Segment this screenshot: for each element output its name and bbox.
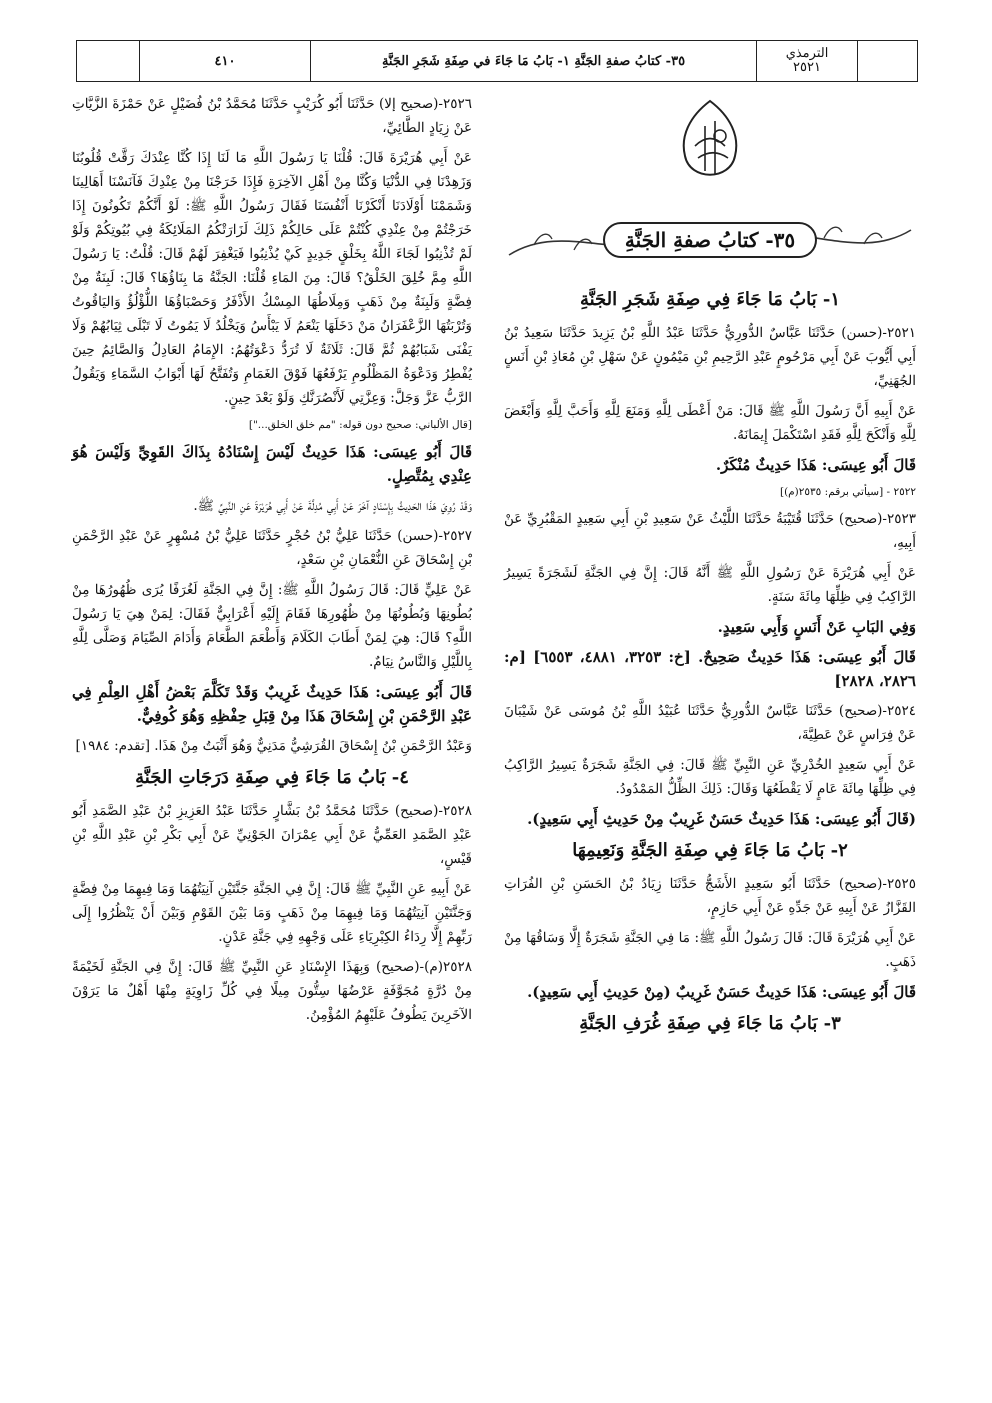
running-title: ٣٥- كتابُ صفةِ الجَنَّةِ ١- بَابُ مَا جَاءَ في صِفَةِ شَجَرِ الجَنَّةِ (311, 41, 757, 81)
basmala-calligraphy-emblem (504, 92, 916, 200)
book-reference: الترمذي (785, 46, 829, 61)
hadith-2523-isnad: ٢٥٢٣-(صحيح) حَدَّثَنَا قُتَيْبَةُ حَدَّثَنَا اللَّيْثُ عَنْ سَعِيدِ بْنِ أَبِي سَعِيدٍ المَقْبُرِيِّ عَنْ أَبِيهِ، (504, 511, 916, 551)
hadith-2521-comment: قَالَ أَبُو عِيسَى: هَذَا حَدِيثٌ مُنْكَرٌ. (715, 456, 916, 474)
page-number: ٤١٠ (140, 41, 311, 81)
right-column (504, 92, 916, 1363)
hadith-2525-comment: قَالَ أَبُو عِيسَى: هَذَا حَدِيثٌ حَسَنٌ غَرِيبٌ (مِنْ حَدِيثِ أَبِي سَعِيدٍ). (527, 983, 916, 1001)
hadith-2527-comment: قَالَ أَبُو عِيسَى: هَذَا حَدِيثٌ غَرِيبٌ وَقَدْ تَكَلَّمَ بَعْضُ أَهْلِ العِلْمِ فِي عَبْدِ الرَّحْمَنِ بْنِ إِسْحَاقَ هَذَا مِنْ قِبَلِ حِفْظِهِ وَهُوَ كُوفِيٌّ. (72, 683, 472, 725)
hadith-2521-isnad: ٢٥٢١-(حسن) حَدَّثَنَا عَبَّاسٌ الدُّورِيُّ حَدَّثَنَا عَبْدُ اللَّهِ بْنُ يَزِيدَ حَدَّثَنَا سَعِيدُ بْنُ أَبِي أَيُّوبَ عَنْ أَبِي مَرْحُومٍ عَبْدِ الرَّحِيمِ بْنِ مَيْمُونٍ عَنْ سَهْلِ بْنِ مُعَاذِ بْنِ أَنَسٍ الجُهَنِيِّ، (504, 325, 916, 389)
left-column (72, 92, 472, 1363)
hadith-2528m: ٢٥٢٨(م)-(صحيح) وَبِهَذَا الإِسْنَادِ عَنِ النَّبِيِّ ﷺ قَالَ: إِنَّ فِي الجَنَّةِ لَخَيْمَةً مِنْ دُرَّةٍ مُجَوَّفَةٍ عَرْضُهَا سِتُّونَ مِيلًا فِي كُلِّ زَاوِيَةٍ مِنْهَا أَهْلٌ مَا يَرَوْنَ الآخَرِينَ يَطُوفُ عَلَيْهِمُ المُؤْمِنُ. (72, 959, 472, 1023)
bab-4-title: ٤- بَابُ مَا جَاءَ فِي صِفَةِ دَرَجَاتِ الجَنَّةِ (135, 767, 409, 788)
hadith-2522-ref: ٢٥٢٢ - [سيأتي برقم: ٢٥٣٥(م)] (779, 486, 916, 498)
hadith-2525-matn: عَنْ أَبِي هُرَيْرَةَ قَالَ: قَالَ رَسُولُ اللَّهِ ﷺ: مَا فِي الجَنَّةِ شَجَرَةٌ إِلَّا وَسَاقُهَا مِنْ ذَهَبٍ. (504, 930, 916, 970)
bab-1-title: ١- بَابُ مَا جَاءَ فِي صِفَةِ شَجَرِ الجَنَّةِ (579, 289, 841, 310)
hadith-2526-isnad: ٢٥٢٦-(صحيح إلا) حَدَّثَنَا أَبُو كُرَيْبٍ حَدَّثَنَا مُحَمَّدُ بْنُ فُضَيْلٍ عَنْ حَمْزَةَ الزَّيَّاتِ عَنْ زِيَادٍ الطَّائِيِّ، (72, 96, 472, 136)
header-cell-empty-right (858, 41, 917, 81)
hadith-2527-isnad: ٢٥٢٧-(حسن) حَدَّثَنَا عَلِيُّ بْنُ حُجْرٍ حَدَّثَنَا عَلِيُّ بْنُ مُسْهِرٍ عَنْ عَبْدِ الرَّحْمَنِ بْنِ إِسْحَاقَ عَنِ النُّعْمَانِ بْنِ سَعْدٍ، (72, 528, 472, 568)
book-title: ٣٥- كتابُ صفةِ الجَنَّةِ (603, 222, 817, 258)
header-reference (757, 41, 858, 81)
bab-2-title: ٢- بَابُ مَا جَاءَ فِي صِفَةِ الجَنَّةِ وَنَعِيمِهَا (572, 840, 848, 861)
hadith-2524-comment: (قَالَ أَبُو عِيسَى: هَذَا حَدِيثٌ حَسَنٌ غَرِيبٌ مِنْ حَدِيثِ أَبِي سَعِيدٍ). (527, 810, 916, 828)
header-cell-empty-left (77, 41, 140, 81)
bab-3-title: ٣- بَابُ مَا جَاءَ فِي صِفَةِ غُرَفِ الجَنَّةِ (579, 1013, 841, 1034)
hadith-2524-isnad: ٢٥٢٤-(صحيح) حَدَّثَنَا عَبَّاسٌ الدُّورِيُّ حَدَّثَنَا عُبَيْدُ اللَّهِ بْنُ مُوسَى عَنْ شَيْبَانَ عَنْ فِرَاسٍ عَنْ عَطِيَّةَ، (504, 703, 916, 743)
hadith-2524-matn: عَنْ أَبِي سَعِيدٍ الخُدْرِيِّ عَنِ النَّبِيِّ ﷺ قَالَ: فِي الجَنَّةِ شَجَرَةٌ يَسِيرُ الرَّاكِبُ فِي ظِلِّهَا مِائَةَ عَامٍ لَا يَقْطَعُهَا وَقَالَ: ذَلِكَ الظِّلُّ المَمْدُودُ. (504, 757, 916, 797)
hadith-2523-bab-note: وَفِي البَابِ عَنْ أَنَسٍ وَأَبِي سَعِيدٍ. (717, 618, 916, 636)
book-title-banner (504, 200, 916, 280)
hadith-2527-rawi-note: وَعَبْدُ الرَّحْمَنِ بْنُ إِسْحَاقَ القُرَشِيُّ مَدَنِيٌّ وَهُوَ أَثْبَتُ مِنْ هَذَا. [تقدم: ١٩٨٤] (75, 738, 472, 754)
hadith-2528-matn: عَنْ أَبِيهِ عَنِ النَّبِيِّ ﷺ قَالَ: إِنَّ فِي الجَنَّةِ جَنَّتَيْنِ آنِيَتُهُمَا وَمَا فِيهِمَا مِنْ فِضَّةٍ وَجَنَّتَيْنِ آنِيَتُهُمَا وَمَا فِيهِمَا مِنْ ذَهَبٍ وَمَا بَيْنَ القَوْمِ وَبَيْنَ أَنْ يَنْظُرُوا إِلَى رَبِّهِمْ إِلَّا رِدَاءُ الكِبْرِيَاءِ عَلَى وَجْهِهِ فِي جَنَّةِ عَدْنٍ. (72, 881, 472, 945)
hadith-2525-isnad: ٢٥٢٥-(صحيح) حَدَّثَنَا أَبُو سَعِيدٍ الأَشَجُّ حَدَّثَنَا زِيَادُ بْنُ الحَسَنِ بْنِ الفُرَاتِ القَزَّازُ عَنْ أَبِيهِ عَنْ جَدِّهِ عَنْ أَبِي حَازِمٍ، (504, 876, 916, 916)
hadith-2526-albani-note: [قال الألباني: صحيح دون قوله: "مم خلق الخلق..."] (248, 419, 472, 431)
hadith-2526-comment: قَالَ أَبُو عِيسَى: هَذَا حَدِيثٌ لَيْسَ إِسْنَادُهُ بِذَاكَ القَوِيِّ وَلَيْسَ هُوَ عِنْدِي بِمُتَّصِلٍ. (72, 443, 472, 485)
hadith-2526-matn: عَنْ أَبِي هُرَيْرَةَ قَالَ: قُلْنَا يَا رَسُولَ اللَّهِ مَا لَنَا إِذَا كُنَّا عِنْدَكَ رَقَّتْ قُلُوبُنَا وَزَهِدْنَا فِي الدُّنْيَا وَكُنَّا مِنْ أَهْلِ الآخِرَةِ فَإِذَا خَرَجْنَا مِنْ عِنْدِكَ فَآنَسْنَا أَهَالِينَا وَشَمَمْنَا أَوْلَادَنَا أَنْكَرْنَا أَنْفُسَنَا فَقَالَ رَسُولُ اللَّهِ ﷺ: لَوْ أَنَّكُمْ تَكُونُونَ إِذَا خَرَجْتُمْ مِنْ عِنْدِي كُنْتُمْ عَلَى حَالِكُمْ ذَلِكَ لَزَارَتْكُمُ المَلَائِكَةُ فِي بُيُوتِكُمْ وَلَوْ لَمْ تُذْنِبُوا لَجَاءَ اللَّهُ بِخَلْقٍ جَدِيدٍ كَيْ يُذْنِبُوا فَيَغْفِرَ لَهُمْ قَالَ: قُلْتُ: يَا رَسُولَ اللَّهِ مِمَّ خُلِقَ الخَلْقُ؟ قَالَ: مِنَ المَاءِ قُلْنَا: الجَنَّةُ مَا بِنَاؤُهَا؟ قَالَ: لَبِنَةٌ مِنْ فِضَّةٍ وَلَبِنَةٌ مِنْ ذَهَبٍ وَمِلَاطُهَا المِسْكُ الأَذْفَرُ وَحَصْبَاؤُهَا اللُّؤْلُؤُ وَاليَاقُوتُ وَتُرْبَتُهَا الزَّعْفَرَانُ مَنْ دَخَلَهَا يَنْعَمُ لَا يَبْأَسُ وَيَخْلُدُ لَا يَمُوتُ لَا تَبْلَى ثِيَابُهُمْ وَلَا يَفْنَى شَبَابُهُمْ ثُمَّ قَالَ: ثَلَاثَةٌ لَا تُرَدُّ دَعْوَتُهُمُ: الإِمَامُ العَادِلُ وَالصَّائِمُ حِينَ يُفْطِرُ وَدَعْوَةُ المَظْلُومِ يَرْفَعُهَا فَوْقَ الغَمَامِ وَتُفَتَّحُ لَهَا أَبْوَابُ السَّمَاءِ وَيَقُولُ الرَّبُّ عَزَّ وَجَلَّ: وَعِزَّتِي لَأَنْصُرَنَّكِ وَلَوْ بَعْدَ حِينٍ. (72, 150, 472, 406)
hadith-reference: ٢٥٢١ (793, 60, 821, 75)
hadith-2523-comment: قَالَ أَبُو عِيسَى: هَذَا حَدِيثٌ صَحِيحٌ. [خ: ٣٢٥٣، ٤٨٨١، ٦٥٥٣] [م: ٢٨٢٦، ٢٨٢٨] (504, 648, 916, 690)
hadith-2523-matn: عَنْ أَبِي هُرَيْرَةَ عَنْ رَسُولِ اللَّهِ ﷺ أَنَّهُ قَالَ: إِنَّ فِي الجَنَّةِ لَشَجَرَةً يَسِيرُ الرَّاكِبُ فِي ظِلِّهَا مِائَةَ سَنَةٍ. (504, 565, 916, 605)
hadith-2521-matn: عَنْ أَبِيهِ أَنَّ رَسُولَ اللَّهِ ﷺ قَالَ: مَنْ أَعْطَى لِلَّهِ وَمَنَعَ لِلَّهِ وَأَحَبَّ لِلَّهِ وَأَبْغَضَ لِلَّهِ وَأَنْكَحَ لِلَّهِ فَقَدِ اسْتَكْمَلَ إِيمَانَهُ. (504, 403, 916, 443)
hadith-2528-isnad: ٢٥٢٨-(صحيح) حَدَّثَنَا مُحَمَّدُ بْنُ بَشَّارٍ حَدَّثَنَا عَبْدُ العَزِيزِ بْنُ عَبْدِ الصَّمَدِ أَبُو عَبْدِ الصَّمَدِ العَمِّيُّ عَنْ أَبِي عِمْرَانَ الجَوْنِيِّ عَنْ أَبِي بَكْرِ بْنِ عَبْدِ اللَّهِ بْنِ قَيْسٍ، (72, 803, 472, 867)
hadith-2527-matn: عَنْ عَلِيٍّ قَالَ: قَالَ رَسُولُ اللَّهِ ﷺ: إِنَّ فِي الجَنَّةِ لَغُرَفًا يُرَى ظُهُورُهَا مِنْ بُطُونِهَا وَبُطُونُهَا مِنْ ظُهُورِهَا فَقَامَ إِلَيْهِ أَعْرَابِيٌّ فَقَالَ: لِمَنْ هِيَ يَا رَسُولَ اللَّهِ؟ قَالَ: هِيَ لِمَنْ أَطَابَ الكَلَامَ وَأَطْعَمَ الطَّعَامَ وَأَدَامَ الصِّيَامَ وَصَلَّى لِلَّهِ بِاللَّيْلِ وَالنَّاسُ نِيَامٌ. (72, 582, 472, 670)
page-header (76, 40, 918, 82)
hadith-2526-other-chain: وَقَدْ رُوِيَ هَذَا الحَدِيثُ بِإِسْنَادٍ آخَرَ عَنْ أَبِي مُدِلَّةَ عَنْ أَبِي هُرَيْرَةَ عَنِ النَّبِيِّ ﷺ. (193, 498, 472, 514)
